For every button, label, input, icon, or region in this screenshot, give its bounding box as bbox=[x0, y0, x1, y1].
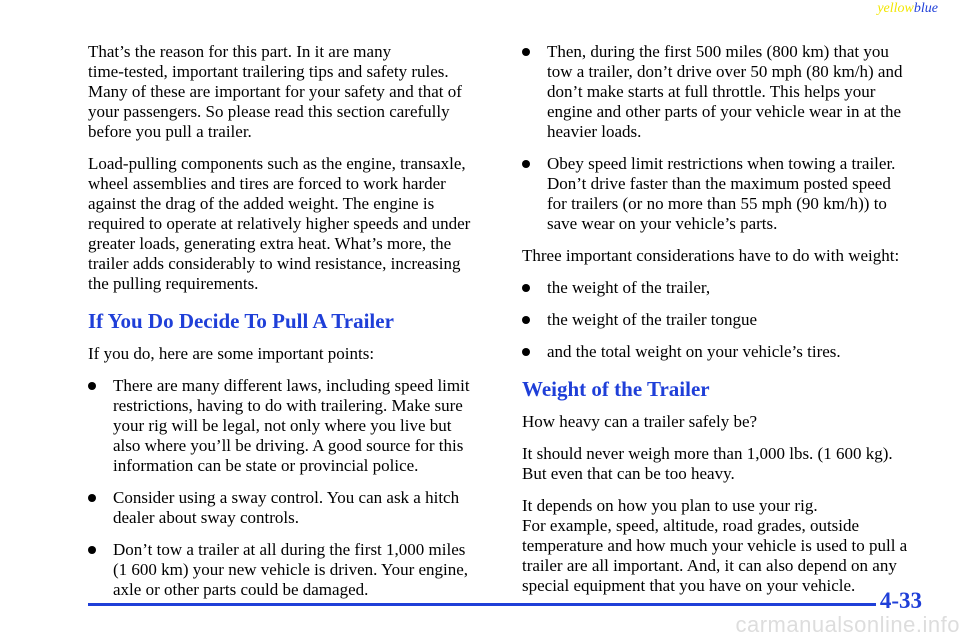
text-line: the weight of the trailer, bbox=[547, 278, 711, 297]
list-item bbox=[88, 488, 490, 528]
list-item bbox=[88, 376, 490, 476]
right-column bbox=[522, 42, 932, 608]
text-line: engine and other parts of your vehicle wear in at the bbox=[547, 102, 902, 121]
footer-rule bbox=[88, 603, 876, 606]
text-line: There are many different laws, including speed limit bbox=[113, 376, 470, 395]
text-line: required to operate at relatively higher speeds and under bbox=[88, 214, 471, 233]
text-line: the weight of the trailer tongue bbox=[547, 310, 758, 329]
text-line: Then, during the first 500 miles (800 km) that you bbox=[547, 42, 889, 61]
text-line: For example, speed, altitude, road grades, outside bbox=[522, 516, 860, 535]
text-line: also where you’ll be driving. A good source for this bbox=[113, 436, 464, 455]
text-line: trailer adds considerably to wind resistance, increasing bbox=[88, 254, 461, 273]
text-line: information can be state or provincial police. bbox=[113, 456, 419, 475]
text-line: dealer about sway controls. bbox=[113, 508, 299, 527]
watermark: carmanualsonline.info bbox=[735, 612, 960, 637]
bullet-icon bbox=[522, 348, 530, 356]
bullet-icon bbox=[522, 48, 530, 56]
text-line: greater loads, generating extra heat. What’s more, the bbox=[88, 234, 452, 253]
page-number: 4-33 bbox=[879, 588, 922, 613]
header-tag-blue: blue bbox=[913, 1, 938, 16]
text-line: trailer are all important. And, it can also depend on any bbox=[522, 556, 897, 575]
text-line: Obey speed limit restrictions when towing a trailer. bbox=[547, 154, 896, 173]
text-line: restrictions, having to do with trailering. Make sure bbox=[113, 396, 463, 415]
break-in-list bbox=[522, 42, 932, 234]
weight-intro: Three important considerations have to do with weight: bbox=[522, 246, 900, 265]
text-line: Many of these are important for your safety and that of bbox=[88, 82, 462, 101]
load-pulling-paragraph bbox=[88, 154, 490, 294]
text-line: But even that can be too heavy. bbox=[522, 464, 735, 483]
text-line: before you pull a trailer. bbox=[88, 122, 252, 141]
list-item bbox=[522, 42, 932, 142]
header-color-tag bbox=[877, 1, 938, 17]
text-line: time-tested, important trailering tips and safety rules. bbox=[88, 62, 449, 81]
bullet-icon bbox=[88, 382, 96, 390]
text-line: save wear on your vehicle’s parts. bbox=[547, 214, 778, 233]
bullet-icon bbox=[88, 546, 96, 554]
text-line: heavier loads. bbox=[547, 122, 642, 141]
section-heading-pull-trailer: If You Do Decide To Pull A Trailer bbox=[88, 309, 394, 333]
left-column bbox=[88, 42, 490, 612]
text-line: Don’t drive faster than the maximum posted speed bbox=[547, 174, 891, 193]
text-line: don’t make starts at full throttle. This helps your bbox=[547, 82, 876, 101]
weight-list bbox=[522, 278, 932, 362]
section-heading-trailer-weight: Weight of the Trailer bbox=[522, 377, 710, 401]
text-line: wheel assemblies and tires are forced to work harder bbox=[88, 174, 446, 193]
text-line: the pulling requirements. bbox=[88, 274, 259, 293]
text-line: temperature and how much your vehicle is used to pull a bbox=[522, 536, 908, 555]
text-line: for trailers (or no more than 55 mph (90 km/h)) to bbox=[547, 194, 887, 213]
points-list bbox=[88, 376, 490, 600]
points-intro: If you do, here are some important points: bbox=[88, 344, 375, 363]
text-line: (1 600 km) your new vehicle is driven. Your engine, bbox=[113, 560, 469, 579]
text-line: Consider using a sway control. You can ask a hitch bbox=[113, 488, 460, 507]
list-item bbox=[522, 310, 932, 330]
bullet-icon bbox=[522, 316, 530, 324]
bullet-icon bbox=[522, 284, 530, 292]
text-line: Load-pulling components such as the engine, transaxle, bbox=[88, 154, 466, 173]
text-line: your rig will be legal, not only where you live but bbox=[113, 416, 452, 435]
weigh-paragraph bbox=[522, 444, 932, 484]
text-line: special equipment that you have on your vehicle. bbox=[522, 576, 856, 595]
text-line: axle or other parts could be damaged. bbox=[113, 580, 369, 599]
list-item bbox=[522, 278, 932, 298]
bullet-icon bbox=[522, 160, 530, 168]
text-line: tow a trailer, don’t drive over 50 mph (80 km/h) and bbox=[547, 62, 903, 81]
list-item bbox=[522, 154, 932, 234]
bullet-icon bbox=[88, 494, 96, 502]
text-line: Don’t tow a trailer at all during the first 1,000 miles bbox=[113, 540, 466, 559]
text-line: and the total weight on your vehicle’s tires. bbox=[547, 342, 841, 361]
text-line: It depends on how you plan to use your rig. bbox=[522, 496, 818, 515]
question-paragraph: How heavy can a trailer safely be? bbox=[522, 412, 758, 431]
text-line: That’s the reason for this part. In it are many bbox=[88, 42, 392, 61]
text-line: your passengers. So please read this section carefully bbox=[88, 102, 450, 121]
intro-paragraph bbox=[88, 42, 490, 142]
text-line: against the drag of the added weight. The engine is bbox=[88, 194, 435, 213]
header-tag-yellow: yellow bbox=[877, 1, 914, 16]
depends-paragraph bbox=[522, 496, 932, 596]
text-line: It should never weigh more than 1,000 lbs. (1 600 kg). bbox=[522, 444, 893, 463]
list-item bbox=[88, 540, 490, 600]
list-item bbox=[522, 342, 932, 362]
